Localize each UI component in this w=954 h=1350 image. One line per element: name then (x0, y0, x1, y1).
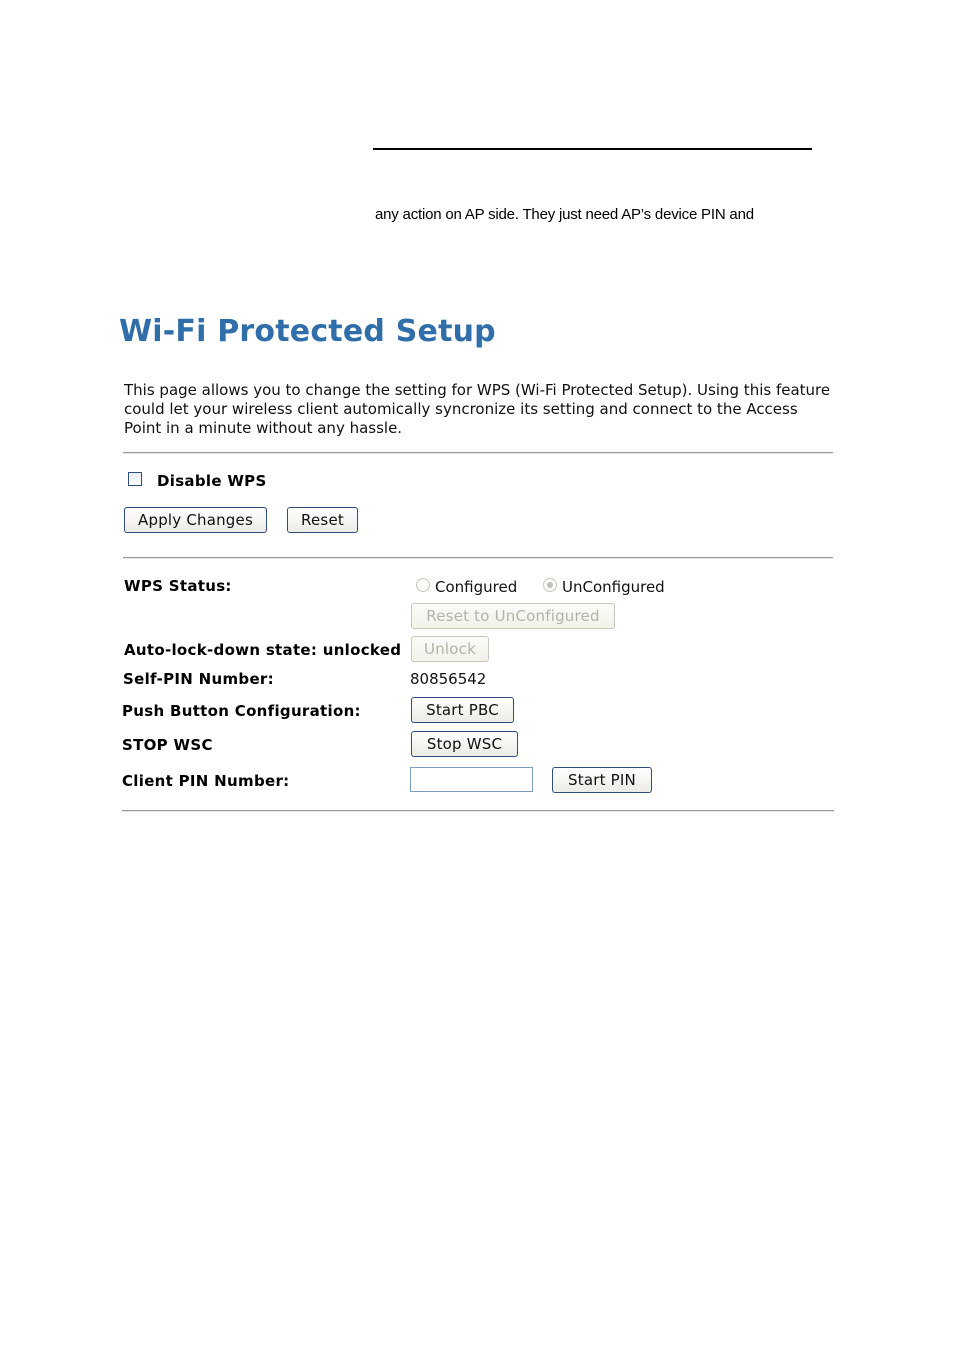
configured-radio[interactable] (416, 578, 430, 592)
radio-selected-dot (547, 582, 553, 588)
reset-button[interactable]: Reset (287, 507, 358, 533)
apply-changes-button[interactable]: Apply Changes (124, 507, 267, 533)
start-pin-button[interactable]: Start PIN (552, 767, 652, 793)
page-description: This page allows you to change the setting for WPS (Wi-Fi Protected Setup). Using this feature could let your wireless client automically syncronize its setting and connect to the Access Point in a minute without any hassle. (124, 381, 831, 438)
client-pin-label: Client PIN Number: (122, 772, 290, 790)
start-pbc-button[interactable]: Start PBC (411, 697, 514, 723)
section-divider (123, 452, 833, 454)
stop-wsc-button[interactable]: Stop WSC (411, 731, 518, 757)
disable-wps-checkbox[interactable] (128, 472, 142, 486)
disable-wps-label: Disable WPS (157, 472, 267, 490)
document-text-line: any action on AP side. They just need AP’s device PIN and (375, 206, 754, 223)
configured-radio-label: Configured (435, 578, 518, 596)
wps-status-label: WPS Status: (124, 577, 232, 595)
stop-wsc-label: STOP WSC (122, 736, 213, 754)
unlock-button[interactable]: Unlock (411, 636, 489, 662)
self-pin-value: 80856542 (410, 670, 487, 688)
reset-to-unconfigured-button[interactable]: Reset to UnConfigured (411, 603, 615, 629)
section-divider (123, 557, 833, 559)
document-top-rule (373, 148, 812, 150)
section-divider (122, 810, 834, 812)
self-pin-label: Self-PIN Number: (123, 670, 274, 688)
page-title: Wi-Fi Protected Setup (119, 314, 496, 349)
client-pin-input[interactable] (410, 767, 533, 792)
unconfigured-radio-label: UnConfigured (562, 578, 665, 596)
unconfigured-radio[interactable] (543, 578, 557, 592)
pbc-label: Push Button Configuration: (122, 702, 361, 720)
auto-lock-label: Auto-lock-down state: unlocked (124, 641, 402, 659)
